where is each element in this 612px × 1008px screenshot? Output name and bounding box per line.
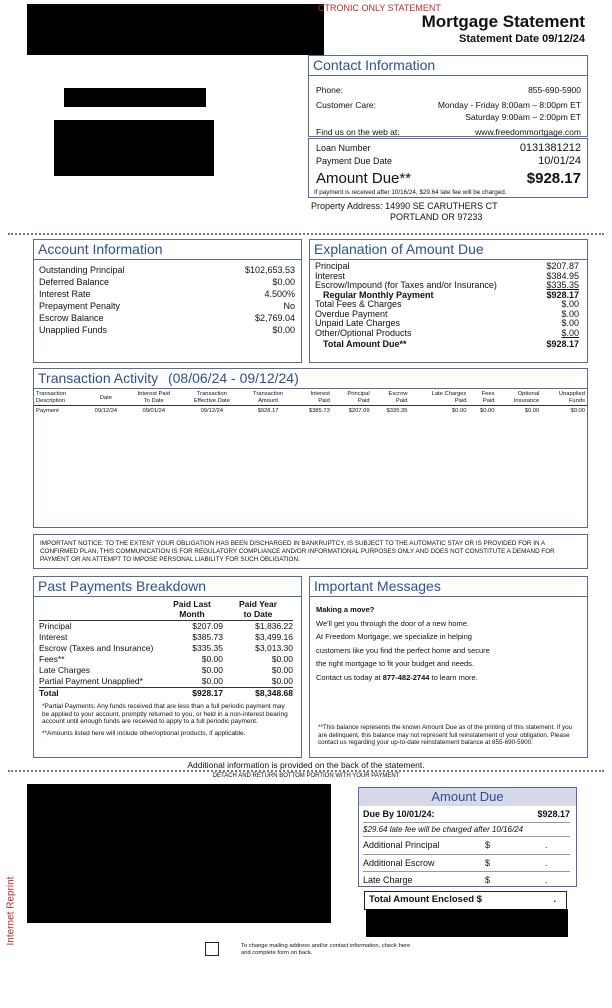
table-cell: $0.00 bbox=[524, 408, 540, 414]
amount-due-label: Amount Due** bbox=[316, 170, 412, 187]
escrow-amount: $335.35 bbox=[546, 280, 579, 290]
payment-due-date: 10/01/24 bbox=[538, 155, 581, 167]
statement-date: Statement Date 09/12/24 bbox=[459, 33, 585, 45]
website-link[interactable]: www.freedommortgage.com bbox=[475, 127, 581, 137]
property-address-label: Property Address: bbox=[311, 201, 383, 211]
column-header-line1: Date bbox=[99, 394, 112, 401]
column-header-line1: Transaction bbox=[196, 391, 227, 397]
past-payment-ytd: $0.00 bbox=[271, 665, 293, 675]
column-header-line2: Amount bbox=[258, 398, 279, 404]
page-title: Mortgage Statement bbox=[421, 12, 585, 31]
table-cell: $0.00 bbox=[451, 408, 467, 414]
coupon-amount-due-box bbox=[358, 787, 577, 887]
table-cell: $207.09 bbox=[348, 408, 370, 414]
message-line-3: customers like you find the perfect home and secure bbox=[316, 645, 490, 655]
regular-payment-amount: $928.17 bbox=[546, 289, 579, 300]
table-cell: $385.73 bbox=[308, 408, 330, 414]
table-cell: $0.00 bbox=[480, 408, 495, 414]
past-payment-last-month: $385.73 bbox=[192, 632, 223, 642]
past-payment-row bbox=[39, 654, 293, 665]
past-payment-ytd: $0.00 bbox=[271, 676, 293, 686]
property-address-line2: PORTLAND OR 97233 bbox=[390, 212, 483, 222]
principal-label: Principal bbox=[315, 261, 350, 271]
redacted-address bbox=[54, 120, 214, 176]
transaction-column-header bbox=[332, 391, 372, 406]
coupon-entry-label: Additional Escrow bbox=[363, 857, 435, 868]
transaction-activity-box bbox=[33, 368, 588, 528]
coupon-entry-row[interactable] bbox=[363, 836, 570, 854]
partial-payments-note: *Partial Payments: Any funds received that are less than a full periodic payment may be applied to your account, promptly returned to you, or held in a non-interest bearing account until enough funds are received to apply to a full periodic payment. bbox=[42, 703, 288, 725]
past-payment-label: Late Charges bbox=[39, 665, 91, 675]
amount-due-value: $928.17 bbox=[526, 170, 581, 187]
contact-information-box bbox=[308, 55, 588, 137]
transaction-column-header bbox=[182, 391, 243, 406]
past-payment-last-month: $207.09 bbox=[192, 621, 223, 631]
column-header-line2: Effective Date bbox=[193, 398, 230, 404]
paid-last-month-header: Paid Last bbox=[173, 599, 211, 609]
paid-year-to-date-header-2: to Date bbox=[243, 609, 273, 619]
column-header-line1: Interest Paid bbox=[137, 391, 171, 397]
column-header-line2: Paid bbox=[482, 398, 495, 404]
coupon-entry-label: Additional Principal bbox=[363, 840, 440, 850]
phone-number[interactable]: 855-690-5900 bbox=[528, 85, 581, 95]
amounts-note: **Amounts listed here will include other/optional products, if applicable. bbox=[42, 729, 246, 737]
coupon-heading: Amount Due bbox=[359, 788, 576, 806]
detach-line bbox=[8, 770, 604, 772]
past-payment-label: Partial Payment Unapplied* bbox=[39, 676, 143, 686]
table-cell: 09/12/24 bbox=[200, 408, 224, 414]
column-header-line1: Unapplied bbox=[558, 391, 585, 397]
account-row bbox=[39, 324, 295, 336]
table-cell: $928.17 bbox=[257, 408, 279, 414]
coupon-entry-currency: $ bbox=[485, 840, 491, 850]
past-payment-row bbox=[39, 676, 293, 687]
past-payment-ytd: $0.00 bbox=[271, 654, 293, 664]
principal-amount: $207.87 bbox=[546, 261, 579, 271]
loan-number: 0131381212 bbox=[519, 142, 581, 154]
past-payment-last-month: $335.35 bbox=[192, 643, 223, 653]
past-payment-ytd: $1,836.22 bbox=[255, 621, 293, 631]
coupon-late-fee-note: $29.64 late fee will be charged after 10/16/24 bbox=[363, 822, 570, 836]
column-header-line2: Paid bbox=[454, 398, 467, 404]
transaction-column-header bbox=[372, 391, 410, 406]
due-by-amount: $928.17 bbox=[537, 809, 570, 819]
coupon-entry-currency: $ bbox=[485, 857, 491, 868]
escrow-label: Escrow/Impound (for Taxes and/or Insurance) bbox=[315, 280, 497, 290]
message-line-5-pre: Contact us today at bbox=[316, 672, 383, 682]
unpaid-late-label: Unpaid Late Charges bbox=[315, 318, 401, 328]
past-payment-last-month: $0.00 bbox=[201, 654, 223, 664]
past-payment-row bbox=[39, 621, 293, 632]
past-payment-last-month: $0.00 bbox=[201, 665, 223, 675]
transaction-table bbox=[34, 391, 587, 416]
message-line-5-post: to learn more. bbox=[429, 672, 478, 682]
paid-last-month-header-2: Month bbox=[179, 609, 205, 619]
column-header-line2: Paid bbox=[318, 398, 330, 404]
transaction-activity-heading: Transaction Activity bbox=[38, 370, 159, 386]
table-cell: $335.35 bbox=[386, 408, 408, 414]
account-row-label: Unapplied Funds bbox=[39, 325, 108, 335]
important-messages-box bbox=[309, 576, 588, 758]
transaction-activity-header bbox=[34, 369, 587, 389]
transaction-column-header bbox=[541, 391, 587, 406]
account-row-label: Prepayment Penalty bbox=[39, 301, 121, 311]
account-row bbox=[39, 300, 295, 312]
property-address bbox=[311, 201, 498, 212]
table-cell: 09/12/24 bbox=[94, 408, 118, 414]
separator bbox=[8, 233, 604, 235]
transaction-column-header bbox=[294, 391, 332, 406]
change-address-checkbox[interactable] bbox=[205, 942, 219, 956]
regular-payment-label: Regular Monthly Payment bbox=[323, 289, 434, 300]
past-payment-row bbox=[39, 643, 293, 654]
transaction-column-header bbox=[497, 391, 542, 406]
detach-instructions: DETACH AND RETURN BOTTOM PORTION WITH YOUR PAYMENT bbox=[212, 773, 400, 779]
overdue-label: Overdue Payment bbox=[315, 308, 388, 319]
transaction-period: (08/06/24 - 09/12/24) bbox=[167, 370, 299, 386]
message-line-1: We'll get you through the door of a new home. bbox=[316, 618, 470, 628]
redacted-name bbox=[64, 88, 206, 107]
column-header-line1: Escrow bbox=[388, 391, 408, 397]
account-row-label: Escrow Balance bbox=[39, 313, 104, 323]
total-enclosed-box bbox=[364, 891, 567, 910]
total-amount-due-label: Total Amount Due** bbox=[323, 339, 407, 349]
past-payment-last-month: $0.00 bbox=[201, 676, 223, 686]
account-row bbox=[39, 312, 295, 324]
account-row bbox=[39, 264, 295, 276]
additional-info-note: Additional information is provided on the back of the statement. bbox=[187, 760, 425, 770]
explanation-heading: Explanation of Amount Due bbox=[310, 240, 587, 260]
column-header-line2: Funds bbox=[568, 398, 585, 404]
account-row bbox=[39, 288, 295, 300]
balance-note: **This balance represents the known Amount Due as of the printing of this statement. If you are delinquent, this balance may not represent full reinstatement of your obligation. Please contact us regarding your up-to-date reinstatement balance at 855-690-5900. bbox=[318, 724, 573, 746]
web-label: Find us on the web at: bbox=[316, 127, 400, 137]
account-row-label: Deferred Balance bbox=[39, 277, 110, 287]
paid-year-to-date-header: Paid Year bbox=[238, 599, 278, 609]
customer-care-saturday-hours: Saturday 9:00am – 2:00pm ET bbox=[465, 112, 581, 122]
account-row-label: Outstanding Principal bbox=[39, 265, 125, 275]
other-products-label: Other/Optional Products bbox=[315, 327, 412, 338]
column-header-line1: Principal bbox=[347, 391, 370, 397]
redacted-remit-address bbox=[27, 784, 331, 923]
past-payment-label: Fees** bbox=[39, 654, 65, 664]
message-phone[interactable]: 877-482-2744 bbox=[382, 672, 430, 682]
column-header-line1: Late Charges bbox=[431, 391, 467, 397]
total-amount-due: $928.17 bbox=[546, 339, 579, 349]
coupon-entry-row[interactable] bbox=[363, 871, 570, 889]
message-title: Making a move? bbox=[316, 605, 375, 614]
total-enclosed-field[interactable]: . bbox=[553, 894, 556, 905]
internet-reprint-label: Internet Reprint bbox=[5, 876, 17, 946]
account-row-value: $2,769.04 bbox=[254, 313, 295, 323]
past-payment-row bbox=[39, 665, 293, 676]
past-payment-ytd: $3,013.30 bbox=[255, 643, 293, 653]
past-payment-row bbox=[39, 632, 293, 643]
loan-number-label: Loan Number bbox=[316, 143, 371, 153]
fees-label: Total Fees & Charges bbox=[315, 299, 402, 309]
explanation-box bbox=[309, 239, 588, 363]
coupon-entry-field[interactable]: . bbox=[545, 857, 548, 868]
account-row bbox=[39, 276, 295, 288]
redacted-logo bbox=[27, 4, 324, 55]
column-header-line2: Paid bbox=[358, 398, 370, 404]
past-total-ytd: $8,348.68 bbox=[255, 688, 293, 698]
payment-due-date-label: Payment Due Date bbox=[316, 156, 393, 166]
interest-label: Interest bbox=[315, 270, 346, 281]
account-row-value: No bbox=[283, 301, 295, 311]
table-cell: 09/01/24 bbox=[142, 408, 166, 414]
column-header-line2: Paid bbox=[395, 398, 408, 404]
electronic-statement-banner: CTRONIC ONLY STATEMENT bbox=[318, 3, 441, 13]
overdue-amount: $.00 bbox=[561, 308, 579, 319]
message-line-5 bbox=[316, 671, 581, 685]
interest-amount: $384.95 bbox=[546, 270, 579, 281]
account-row-value: $0.00 bbox=[272, 277, 295, 287]
coupon-entry-field[interactable]: . bbox=[545, 875, 548, 885]
coupon-entry-label: Late Charge bbox=[363, 875, 413, 885]
table-cell: $0.00 bbox=[570, 408, 585, 414]
property-address-line1: 14990 SE CARUTHERS CT bbox=[385, 201, 498, 211]
past-payment-label: Escrow (Taxes and Insurance) bbox=[39, 643, 154, 653]
bankruptcy-notice: IMPORTANT NOTICE: TO THE EXTENT YOUR OBLIGATION HAS BEEN DISCHARGED IN BANKRUPTCY, IS SUBJECT TO THE AUTOMATIC STAY OR IS PROVIDED FOR IN A CONFIRMED PLAN, THIS COMMUNICATION IS FOR REGULATORY COMPLIANCE AND/OR INFORMATIONAL PURPOSES ONLY AND DOES NOT CONSTITUTE A DEMAND FOR PAYMENT OR AN ATTEMPT TO IMPOSE PERSONAL LIABILITY FOR SUCH OBLIGATION. bbox=[40, 540, 555, 563]
column-header-line1: Transaction bbox=[36, 391, 67, 397]
customer-care-weekday-hours: Monday - Friday 8:00am – 8:00pm ET bbox=[437, 100, 581, 110]
coupon-entry-row[interactable] bbox=[363, 854, 570, 872]
fees-amount: $.00 bbox=[561, 299, 579, 309]
redacted-barcode bbox=[366, 909, 568, 937]
change-address-note: To change mailing address and/or contact information, check here and complete form on back. bbox=[241, 943, 411, 956]
transaction-column-header bbox=[126, 391, 181, 406]
customer-care-label: Customer Care: bbox=[316, 100, 376, 110]
message-line-4: the right mortgage to fit your budget and needs. bbox=[316, 659, 475, 668]
transaction-column-header bbox=[34, 391, 86, 406]
account-row-value: $102,653.53 bbox=[244, 265, 295, 275]
past-payment-ytd: $3,499.16 bbox=[255, 632, 293, 642]
due-by-label: Due By 10/01/24: bbox=[363, 809, 435, 819]
late-fee-note: If payment is received after 10/16/24, $29.64 late fee will be charged. bbox=[314, 189, 507, 196]
message-line-2: At Freedom Mortgage, we specialize in helping bbox=[316, 632, 472, 641]
account-row-label: Interest Rate bbox=[39, 289, 91, 299]
past-total-label: Total bbox=[39, 688, 59, 698]
column-header-line2: Description bbox=[36, 398, 65, 404]
unpaid-late-amount: $.00 bbox=[561, 318, 579, 328]
total-enclosed-label: Total Amount Enclosed $ bbox=[369, 894, 482, 905]
bankruptcy-notice-box bbox=[33, 534, 588, 569]
past-payment-label: Interest bbox=[39, 632, 68, 642]
column-header-line1: Optional bbox=[517, 391, 540, 397]
transaction-column-header bbox=[242, 391, 294, 406]
contact-information-heading: Contact Information bbox=[309, 56, 587, 76]
phone-label: Phone: bbox=[316, 85, 343, 95]
column-header-line1: Interest bbox=[310, 391, 330, 397]
column-header-line1: Fees bbox=[481, 391, 495, 397]
past-payments-box bbox=[33, 576, 302, 758]
account-information-heading: Account Information bbox=[34, 240, 301, 260]
table-cell: Payment bbox=[36, 408, 59, 414]
account-row-value: $0.00 bbox=[272, 325, 295, 335]
transaction-column-header bbox=[410, 391, 469, 406]
column-header-line2: Insurance bbox=[513, 398, 540, 404]
table-row bbox=[34, 406, 587, 417]
coupon-entry-currency: $ bbox=[485, 875, 491, 885]
transaction-column-header bbox=[468, 391, 496, 406]
past-payments-heading: Past Payments Breakdown bbox=[34, 577, 301, 597]
account-information-box bbox=[33, 239, 302, 363]
other-products-amount: $.00 bbox=[561, 327, 579, 338]
past-total-last-month: $928.17 bbox=[192, 688, 223, 698]
coupon-entry-field[interactable]: . bbox=[545, 840, 548, 850]
important-messages-heading: Important Messages bbox=[310, 577, 587, 597]
past-payment-label: Principal bbox=[39, 621, 72, 631]
transaction-column-header bbox=[86, 391, 126, 406]
column-header-line1: Transaction bbox=[253, 391, 284, 397]
column-header-line2: To Date bbox=[143, 398, 164, 404]
account-row-value: 4.500% bbox=[264, 289, 295, 299]
